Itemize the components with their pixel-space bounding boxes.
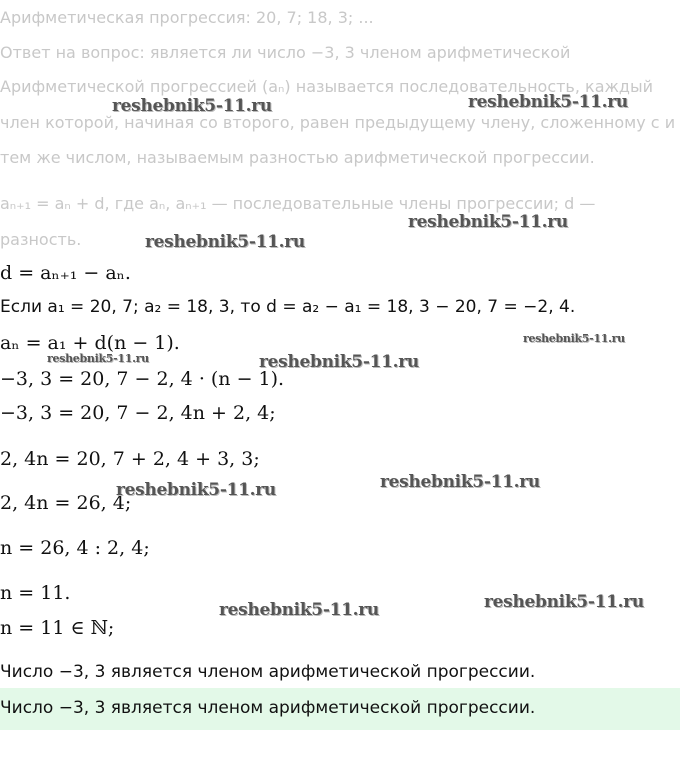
- equation-step-1: −3, 3 = 20, 7 − 2, 4 · (n − 1).: [0, 368, 285, 390]
- problem-statement: Арифметическая прогрессия: 20, 7; 18, 3; ...: [0, 8, 374, 27]
- watermark: reshebnik5-11.ru: [145, 232, 305, 252]
- formula-definition: aₙ₊₁ = aₙ + d, где aₙ, aₙ₊₁ — последовательные члены прогрессии; d —: [0, 194, 596, 213]
- equation-step-6: n = 11.: [0, 582, 71, 604]
- watermark: reshebnik5-11.ru: [219, 600, 379, 620]
- definition-line-1: Арифметической прогрессией (aₙ) называется последовательность, каждый: [0, 77, 654, 96]
- watermark: reshebnik5-11.ru: [523, 332, 625, 345]
- equation-step-2: −3, 3 = 20, 7 − 2, 4n + 2, 4;: [0, 402, 276, 424]
- watermark: reshebnik5-11.ru: [380, 472, 540, 492]
- watermark: reshebnik5-11.ru: [468, 92, 628, 112]
- equation-step-4: 2, 4n = 26, 4;: [0, 492, 132, 514]
- definition-line-3: тем же числом, называемым разностью арифметической прогрессии.: [0, 148, 595, 167]
- definition-line-2: член которой, начиная со второго, равен предыдущему члену, сложенному с и: [0, 113, 676, 132]
- natural-number-check: n = 11 ∈ ℕ;: [0, 617, 115, 639]
- watermark: reshebnik5-11.ru: [484, 592, 644, 612]
- conclusion-text: Число −3, 3 является членом арифметической прогрессии.: [0, 662, 536, 682]
- watermark: reshebnik5-11.ru: [408, 212, 568, 232]
- watermark: reshebnik5-11.ru: [112, 96, 272, 116]
- question-text: Ответ на вопрос: является ли число −3, 3 членом арифметической: [0, 43, 571, 62]
- nth-term-formula: aₙ = a₁ + d(n − 1).: [0, 332, 180, 354]
- difference-formula: d = aₙ₊₁ − aₙ.: [0, 262, 131, 284]
- equation-step-5: n = 26, 4 : 2, 4;: [0, 537, 150, 559]
- answer-text: Число −3, 3 является членом арифметической прогрессии.: [0, 698, 536, 718]
- watermark: reshebnik5-11.ru: [259, 352, 419, 372]
- watermark: reshebnik5-11.ru: [47, 352, 149, 365]
- watermark: reshebnik5-11.ru: [116, 480, 276, 500]
- difference-calculation: Если a₁ = 20, 7; a₂ = 18, 3, то d = a₂ − a₁ = 18, 3 − 20, 7 = −2, 4.: [0, 297, 576, 317]
- definition-line-4: разность.: [0, 230, 82, 249]
- equation-step-3: 2, 4n = 20, 7 + 2, 4 + 3, 3;: [0, 448, 260, 470]
